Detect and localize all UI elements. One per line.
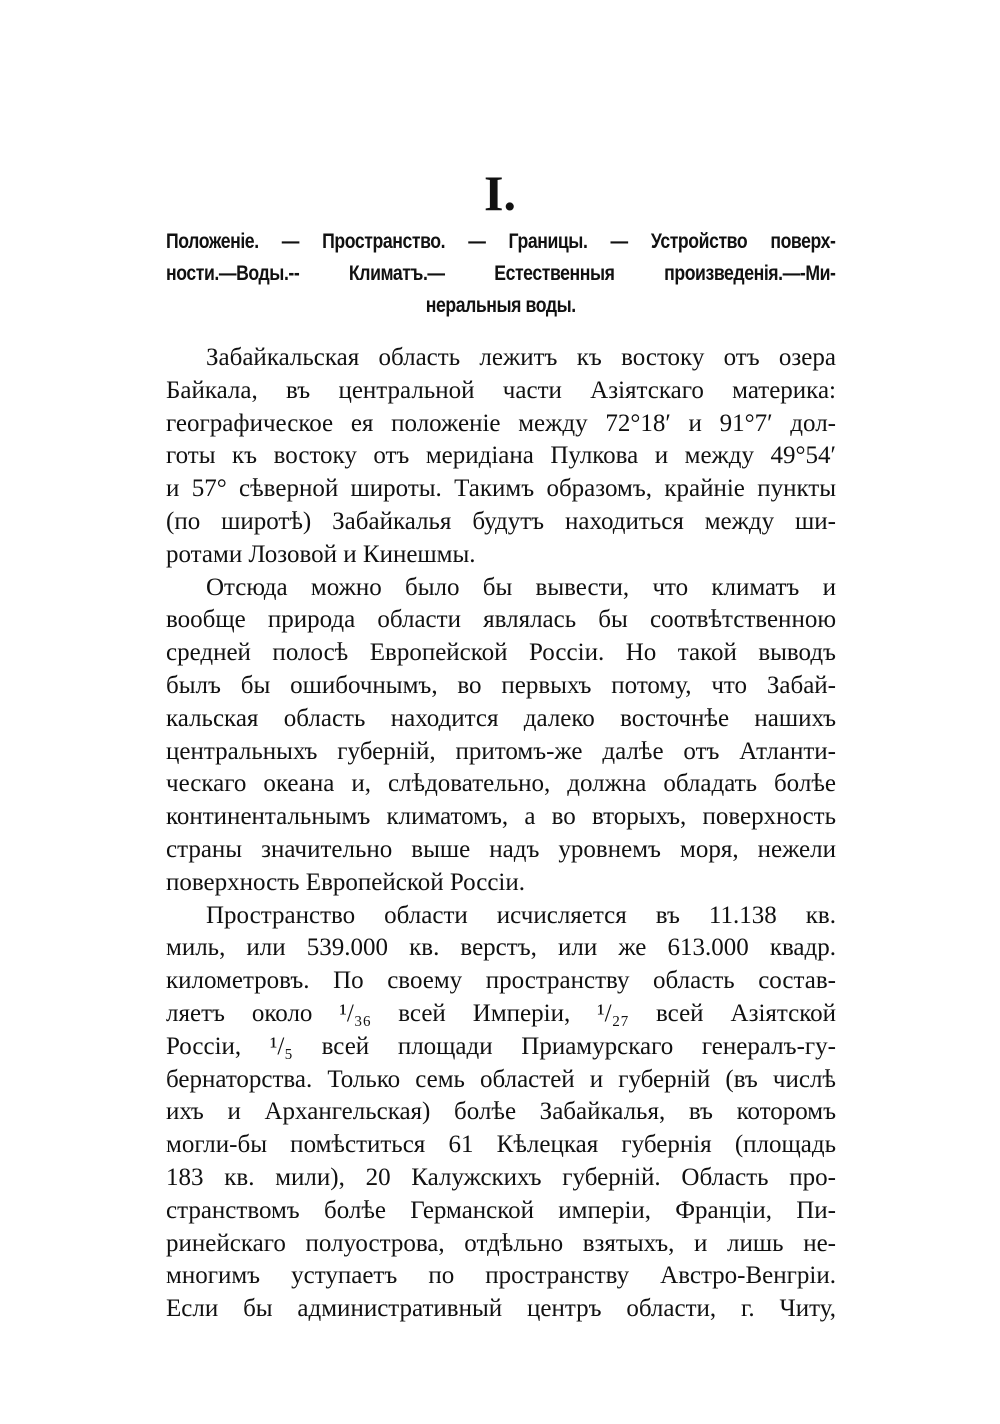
text-line: миль, или 539.000 кв. верстъ, или же 613.000 квадр. [166, 934, 836, 962]
chapter-headline [166, 226, 835, 322]
text-line: кальская область находится далеко восточнѣе нашихъ [166, 704, 836, 732]
text-line: ринейскаго полуострова, отдѣльно взятыхъ, и лишь не- [166, 1229, 836, 1257]
text-line: Байкала, въ центральной части Азіятскаго материка: [166, 376, 836, 404]
text-line: километровъ. По своему пространству область состав- [166, 967, 836, 995]
paragraph-area [166, 900, 836, 1326]
headline-line: неральныя воды. [425, 294, 576, 317]
text-line: ческаго океана и, слѣдовательно, должна обладать болѣе [166, 770, 836, 798]
text-line: (по широтѣ) Забайкалья будутъ находиться между ши- [166, 507, 836, 535]
paragraph-location [166, 342, 836, 572]
text-line: континентальнымъ климатомъ, а во вторыхъ, поверхность [166, 803, 836, 831]
text-line: Россіи, ¹/₅ всей площади Приамурскаго генералъ-гу- [166, 1032, 836, 1060]
text-line: Забайкальская область лежитъ къ востоку отъ озера [206, 344, 836, 371]
text-line: Отсюда можно было бы вывести, что климатъ и [206, 573, 836, 601]
text-line: странствомъ болѣе Германской имперіи, Франціи, Пи- [166, 1196, 836, 1224]
text-line: Если бы административный центръ области, г. Читу, [166, 1295, 836, 1323]
text-line: страны значительно выше надъ уровнемъ моря, нежели [166, 835, 836, 863]
text-line: и 57° сѣверной широты. Такимъ образомъ, крайніе пункты [166, 475, 836, 503]
headline-line: Положеніе. — Пространство. — Границы. — Устройство поверх- [166, 230, 836, 253]
text-line: бернаторства. Только семь областей и губерній (въ числѣ [166, 1065, 836, 1093]
text-line: ихъ и Архангельская) болѣе Забайкалья, въ которомъ [166, 1098, 836, 1126]
text-line: ротами Лозовой и Кинешмы. [166, 540, 476, 568]
text-line: центральныхъ губерній, притомъ-же далѣе отъ Атланти- [166, 737, 836, 765]
text-line: вообще природа области являлась бы соотвѣтственною [166, 606, 836, 634]
body-text [166, 342, 836, 1326]
text-line: былъ бы ошибочнымъ, во первыхъ потому, что Забай- [166, 671, 836, 699]
text-line: географическое ея положеніе между 72°18′ и 91°7′ дол- [166, 409, 836, 437]
chapter-numeral: I. [484, 165, 516, 221]
text-line: ляетъ около ¹/₃₆ всей Имперіи, ¹/₂₇ всей Азіятской [166, 999, 836, 1027]
text-line: готы къ востоку отъ меридіана Пулкова и между 49°54′ [166, 442, 836, 470]
text-line: многимъ уступаетъ по пространству Австро-Венгріи. [166, 1262, 836, 1290]
text-line: средней полосѣ Европейской Россіи. Но такой выводъ [166, 639, 836, 667]
text-line: поверхность Европейской Россіи. [166, 868, 526, 896]
text-line: 183 кв. мили), 20 Калужскихъ губерній. Область про- [166, 1163, 836, 1191]
text-line: Пространство области исчисляется въ 11.138 кв. [206, 901, 836, 929]
headline-line: ности.—Воды.-- Климатъ.— Естественныя произведенія.—-Ми- [166, 262, 836, 285]
paragraph-climate [166, 572, 836, 900]
text-line: могли-бы помѣститься 61 Кѣлецкая губернія (площадь [166, 1131, 836, 1159]
